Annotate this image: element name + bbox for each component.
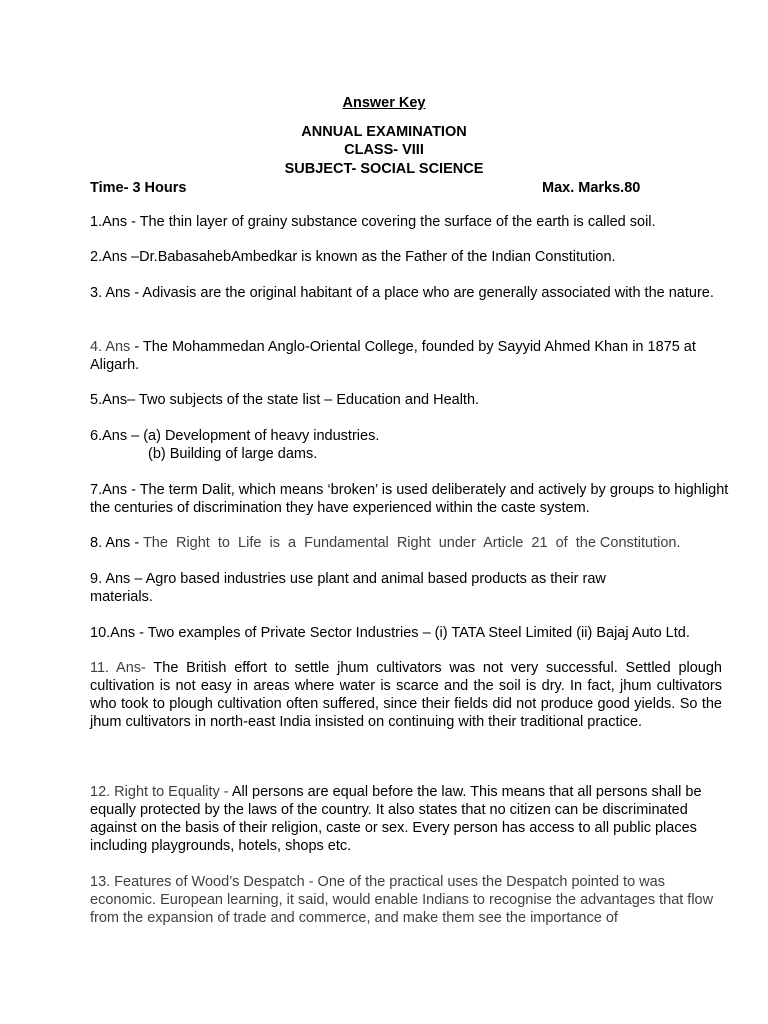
answer-3: 3. Ans - Adivasis are the original habitant of a place who are generally associated with the nature. (90, 285, 714, 301)
answer-4-label: 4. Ans (90, 339, 131, 355)
exam-title: ANNUAL EXAMINATION (301, 124, 467, 140)
answer-8 (90, 534, 730, 552)
max-marks-label: Max. Marks.80 (542, 180, 641, 196)
answer-12 (90, 783, 734, 855)
answer-6-line-1: 6.Ans – (a) Development of heavy industries. (90, 428, 380, 444)
answer-1: 1.Ans - The thin layer of grainy substance covering the surface of the earth is called soil. (90, 214, 656, 230)
class-title: CLASS- VIII (344, 142, 424, 158)
subject-title: SUBJECT- SOCIAL SCIENCE (284, 161, 484, 177)
time-label: Time- 3 Hours (90, 180, 187, 196)
answer-7: 7.Ans - The term Dalit, which means ‘broken’ is used deliberately and actively by groups to highlight the centuries of discrimination they have experienced within the caste system. (90, 482, 729, 516)
answer-8-text: The Right to Life is a Fundamental Right under Article 21 of the Constitution. (142, 535, 681, 551)
answer-12-label: 12. Right to Equality - (90, 784, 232, 800)
answer-6 (90, 427, 730, 463)
answer-key-title: Answer Key (342, 95, 426, 111)
answer-9: 9. Ans – Agro based industries use plant and animal based products as their raw materials. (90, 571, 606, 605)
answer-4 (90, 338, 730, 374)
answer-10: 10.Ans - Two examples of Private Sector Industries – (i) TATA Steel Limited (ii) Bajaj Auto Ltd. (90, 625, 690, 641)
exam-meta-line (90, 179, 730, 197)
answer-11 (90, 659, 722, 731)
answer-8-label: 8. Ans - (90, 535, 143, 551)
answer-12-text: All persons are equal before the law. This means that all persons shall be equally protected by the laws of the country. It also states that no citizen can be discriminated against on the basis of their religion, caste or sex. Every person has access to all public places including playgrounds, hotels, shops etc. (90, 784, 702, 854)
answer-6-line-2: (b) Building of large dams. (148, 446, 318, 462)
answer-4-text: - The Mohammedan Anglo-Oriental College, founded by Sayyid Ahmed Khan in 1875 at Aligarh. (90, 339, 696, 373)
answer-11-label: 11. Ans- (90, 660, 146, 676)
answer-11-text: The British effort to settle jhum cultivators was not very successful. Settled plough cultivation is not easy in areas where water is scarce and the soil is dry. In fact, jhum cultivators who took to plough cultivation often suffered, since their fields did not produce good yields. So the jhum cultivators in north-east India insisted on continuing with their traditional practice. (90, 660, 722, 730)
answer-5: 5.Ans– Two subjects of the state list – Education and Health. (90, 392, 480, 408)
answer-13: 13. Features of Wood’s Despatch - One of the practical uses the Despatch pointed to was economic. European learning, it said, would enable Indians to recognise the advantages that flow from the expansion of trade and commerce, and make them see the importance of (90, 874, 714, 926)
answer-2: 2.Ans –Dr.BabasahebAmbedkar is known as the Father of the Indian Constitution. (90, 249, 616, 265)
